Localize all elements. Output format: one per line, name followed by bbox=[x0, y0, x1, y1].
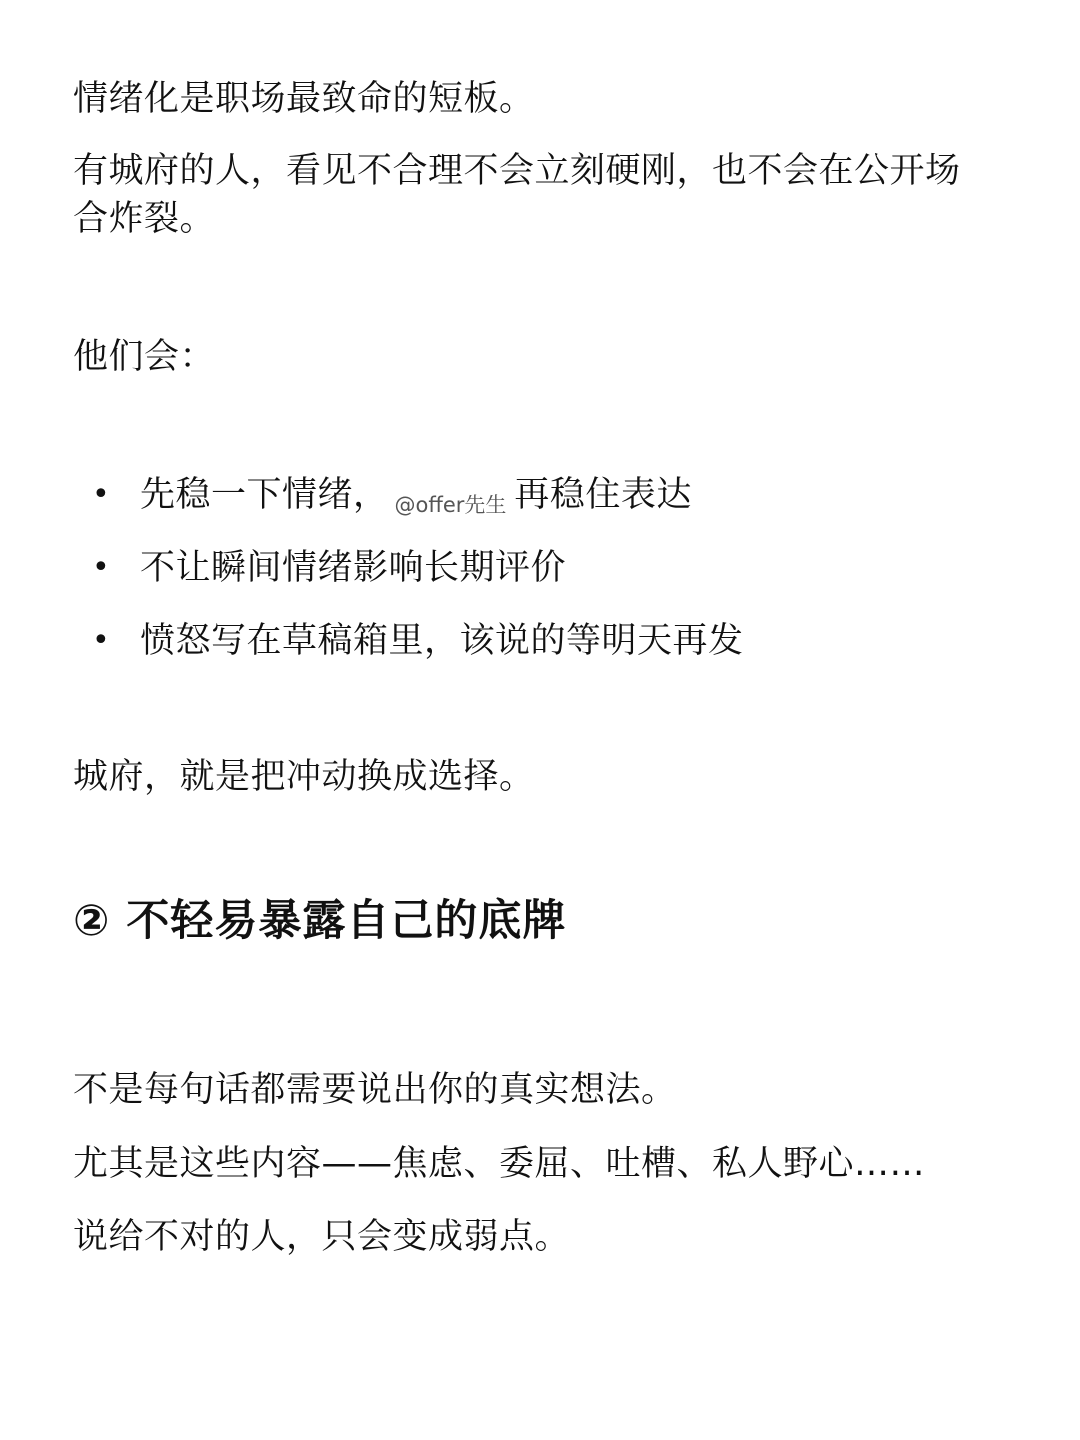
bullet-marker: • bbox=[92, 550, 110, 585]
section2-line-2: 尤其是这些内容——焦虑、委屈、吐槽、私人野心…… bbox=[73, 1144, 926, 1184]
bullet-text: 不让瞬间情绪影响长期评价 bbox=[140, 548, 567, 588]
summary-line: 城府，就是把冲动换成选择。 bbox=[73, 757, 535, 797]
bullet-text-continued: 再稳住表达 bbox=[514, 475, 692, 515]
bullet-text: 先稳一下情绪， bbox=[140, 475, 389, 515]
section2-line-1: 不是每句话都需要说出你的真实想法。 bbox=[73, 1070, 677, 1110]
bullet-text: 愤怒写在草稿箱里，该说的等明天再发 bbox=[140, 621, 744, 661]
intro-line-2: 有城府的人，看见不合理不会立刻硬刚，也不会在公开场合炸裂。 bbox=[73, 151, 961, 239]
bullet-marker: • bbox=[92, 623, 110, 658]
intro-line-1: 情绪化是职场最致命的短板。 bbox=[73, 79, 535, 119]
intro-line-3: 他们会： bbox=[73, 337, 216, 377]
section-heading: ② 不轻易暴露自己的底牌 bbox=[73, 896, 567, 946]
watermark: @offer先生 bbox=[394, 493, 507, 517]
section2-line-3: 说给不对的人，只会变成弱点。 bbox=[73, 1217, 571, 1257]
bullet-marker: • bbox=[92, 477, 110, 512]
